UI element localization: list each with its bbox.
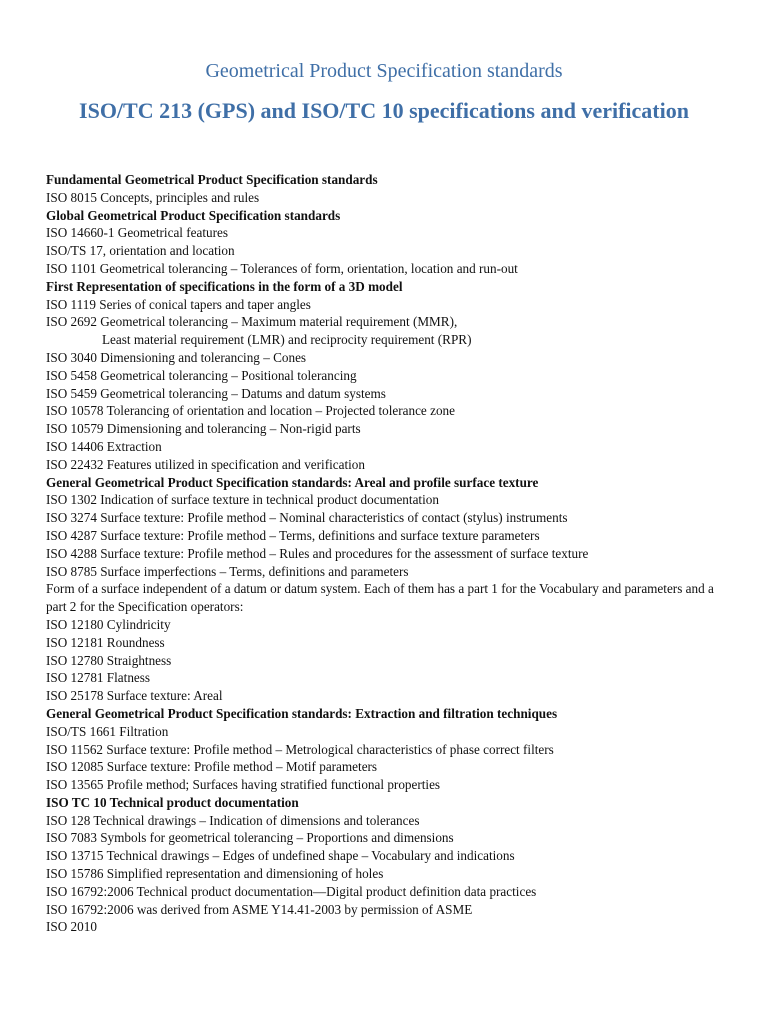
list-item: ISO 10578 Tolerancing of orientation and location – Projected tolerance zone — [46, 403, 455, 419]
list-item: ISO 128 Technical drawings – Indication of dimensions and tolerances — [46, 812, 420, 828]
list-item: ISO/TS 1661 Filtration — [46, 723, 169, 739]
list-item: ISO 4288 Surface texture: Profile method – Rules and procedures for the assessment of surface texture — [46, 545, 589, 561]
list-item: ISO 3040 Dimensioning and tolerancing – Cones — [46, 349, 307, 365]
list-item: ISO 13565 Profile method; Surfaces having stratified functional properties — [46, 777, 441, 793]
section-heading: General Geometrical Product Specification standards: Areal and profile surface texture — [46, 474, 539, 490]
list-item: ISO/TS 17, orientation and location — [46, 243, 235, 259]
list-item: ISO 1119 Series of conical tapers and taper angles — [46, 296, 311, 312]
list-item: ISO 12181 Roundness — [46, 634, 165, 650]
list-item: ISO 16792:2006 Technical product documentation—Digital product definition data practices — [46, 883, 537, 899]
list-item: ISO 12781 Flatness — [46, 670, 151, 686]
document-title: Geometrical Product Specification standards — [205, 60, 563, 82]
list-item: ISO 13715 Technical drawings – Edges of undefined shape – Vocabulary and indications — [46, 848, 515, 864]
standards-list — [46, 171, 736, 936]
section-heading: First Representation of specifications in the form of a 3D model — [46, 278, 403, 294]
list-item: ISO 25178 Surface texture: Areal — [46, 688, 223, 704]
list-item: ISO 5459 Geometrical tolerancing – Datums and datum systems — [46, 385, 386, 401]
list-item: ISO 4287 Surface texture: Profile method – Terms, definitions and surface texture parameters — [46, 527, 540, 543]
list-item: ISO 1101 Geometrical tolerancing – Tolerances of form, orientation, location and run-out — [46, 260, 518, 276]
list-item: ISO 2692 Geometrical tolerancing – Maximum material requirement (MMR), — [46, 314, 458, 330]
section-heading: General Geometrical Product Specification standards: Extraction and filtration techniques — [46, 705, 558, 721]
list-item: ISO 2010 — [46, 919, 97, 935]
list-item: ISO 14406 Extraction — [46, 438, 162, 454]
document-subtitle: ISO/TC 213 (GPS) and ISO/TC 10 specifications and verification — [79, 98, 689, 123]
list-item: ISO 11562 Surface texture: Profile method – Metrological characteristics of phase correct filters — [46, 741, 554, 757]
list-item: ISO 14660-1 Geometrical features — [46, 225, 228, 241]
section-heading: Global Geometrical Product Specification standards — [46, 207, 341, 223]
list-item: ISO 7083 Symbols for geometrical tolerancing – Proportions and dimensions — [46, 830, 454, 846]
section-heading: Fundamental Geometrical Product Specification standards — [46, 172, 378, 187]
list-item: ISO 5458 Geometrical tolerancing – Positional tolerancing — [46, 367, 357, 383]
list-item: ISO 8785 Surface imperfections – Terms, definitions and parameters — [46, 563, 409, 579]
list-item: ISO 15786 Simplified representation and dimensioning of holes — [46, 866, 384, 882]
list-item: ISO 12085 Surface texture: Profile method – Motif parameters — [46, 759, 378, 775]
list-item: ISO 12180 Cylindricity — [46, 616, 171, 632]
list-item: ISO 3274 Surface texture: Profile method – Nominal characteristics of contact (stylus) instruments — [46, 510, 568, 526]
list-item: ISO 8015 Concepts, principles and rules — [46, 189, 260, 205]
list-item: ISO 16792:2006 was derived from ASME Y14.41-2003 by permission of ASME — [46, 901, 473, 917]
list-item: Form of a surface independent of a datum or datum system. Each of them has a part 1 for the Vocabulary and parameters and a part 2 for the Specification operators: — [46, 581, 714, 615]
list-item: ISO 22432 Features utilized in specification and verification — [46, 456, 365, 472]
list-item: ISO 10579 Dimensioning and tolerancing – Non-rigid parts — [46, 421, 361, 437]
section-heading: ISO TC 10 Technical product documentation — [46, 794, 299, 810]
list-item: Least material requirement (LMR) and reciprocity requirement (RPR) — [102, 332, 472, 348]
list-item: ISO 1302 Indication of surface texture in technical product documentation — [46, 492, 439, 508]
list-item: ISO 12780 Straightness — [46, 652, 172, 668]
